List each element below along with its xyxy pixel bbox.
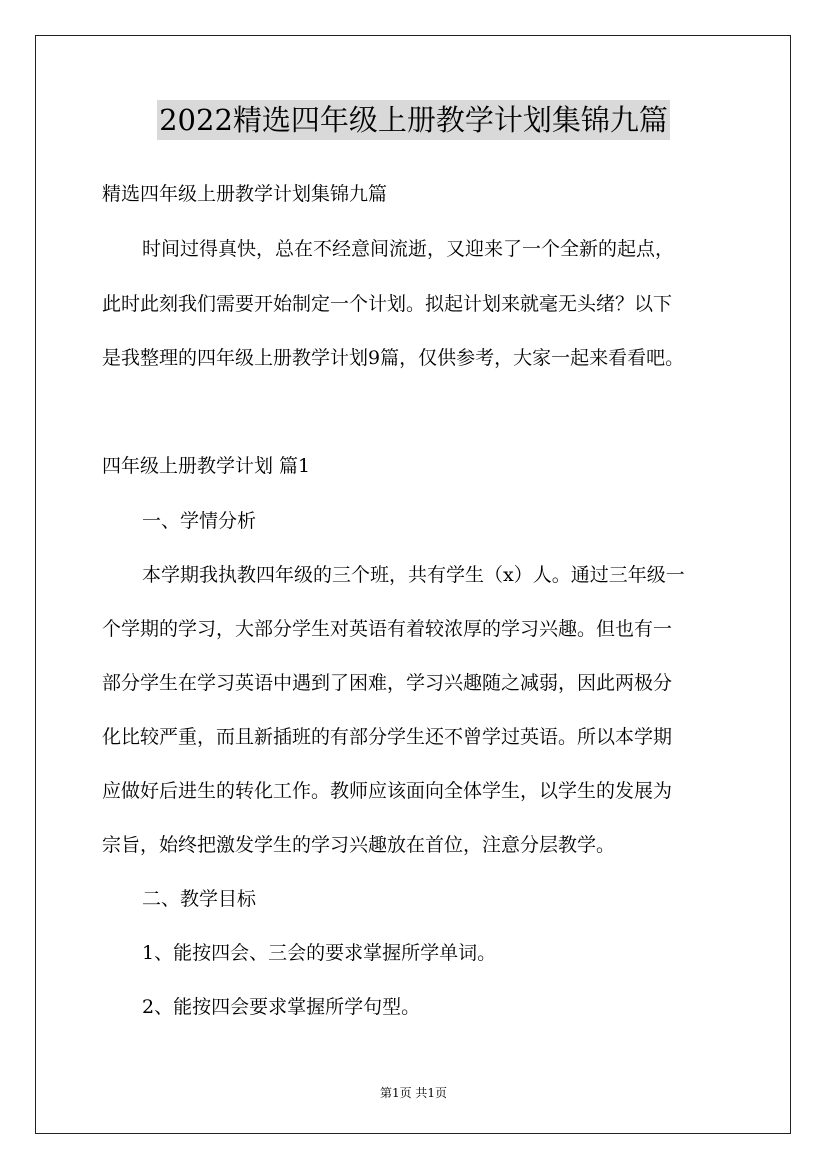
body-line: 部分学生在学习英语中遇到了困难，学习兴趣随之减弱，因此两极分 [102,672,673,694]
section-heading: 四年级上册教学计划 篇1 [102,455,311,477]
part2-heading: 二、教学目标 [142,888,257,910]
subtitle: 精选四年级上册教学计划集锦九篇 [102,183,388,205]
intro-line: 时间过得真快，总在不经意间流逝，又迎来了一个全新的起点， [142,238,675,260]
intro-line: 此时此刻我们需要开始制定一个计划。拟起计划来就毫无头绪？以下 [102,293,673,315]
goal-item: 2、能按四会要求掌握所学句型。 [142,996,421,1018]
intro-line: 是我整理的四年级上册教学计划9篇，仅供参考，大家一起来看看吧。 [102,347,685,369]
part1-heading: 一、学情分析 [142,510,257,532]
body-line: 应做好后进生的转化工作。教师应该面向全体学生，以学生的发展为 [102,780,673,802]
body-line: 个学期的学习，大部分学生对英语有着较浓厚的学习兴趣。但也有一 [102,618,673,640]
goal-item: 1、能按四会、三会的要求掌握所学单词。 [142,942,497,964]
page-footer: 第1页 共1页 [379,1086,448,1100]
body-line: 化比较严重，而且新插班的有部分学生还不曾学过英语。所以本学期 [102,726,673,748]
body-line: 宗旨，始终把激发学生的学习兴趣放在首位，注意分层教学。 [102,834,616,856]
document-title: 2022精选四年级上册教学计划集锦九篇 [157,100,670,140]
body-line: 本学期我执教四年级的三个班，共有学生（x）人。通过三年级一 [142,564,685,586]
